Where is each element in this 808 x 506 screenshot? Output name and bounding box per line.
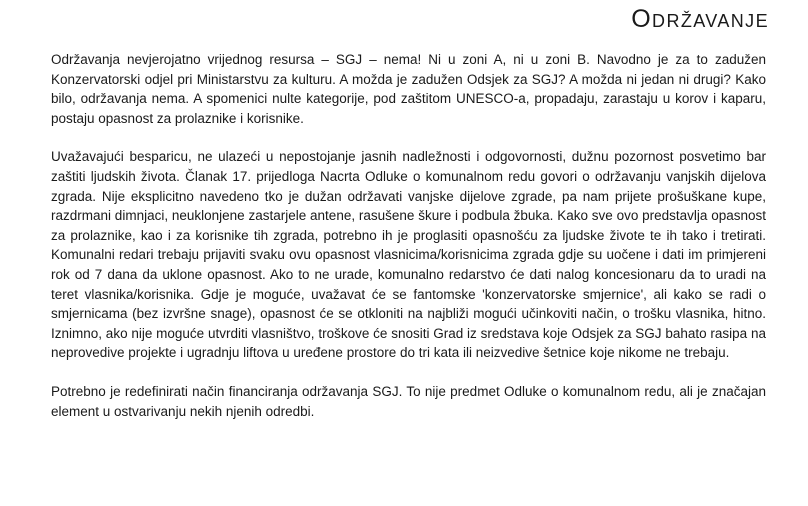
page-title: Održavanje — [631, 5, 769, 33]
paragraph-maintenance-missing: Održavanja nevjerojatno vrijednog resursa – SGJ – nema! Ni u zoni A, ni u zoni B. Navodno je za to zadužen Konzervatorski odjel pri Ministarstvu za kulturu. A možda je zadužen Odsjek za SGJ? A možda ni jedan ni drugi? Kako bilo, održavanja nema. A spomenici nulte kategorije, pod zaštitom UNESCO-a, propadaju, zarastaju u korov i kaparu, postaju opasnost za prolaznike i korisnike. — [51, 52, 766, 126]
paragraph-building-safety: Uvažavajući besparicu, ne ulazeći u nepostojanje jasnih nadležnosti i odgovornosti, dužnu pozornost posvetimo bar zaštiti ljudskih života. Članak 17. prijedloga Nacrta Odluke o komunalnom redu govori o održavanju vanjskih dijelova zgrada. Nije eksplicitno navedeno tko je dužan održavati vanjske dijelove zgrade, pa nam prijete prošuškane kupe, razdrmani dimnjaci, neuklonjene zastarjele antene, rasušene škure i podbula žbuka. Kako sve ovo predstavlja opasnost za prolaznike, kao i za korisnike tih zgrada, potrebno ih je proglasiti opasnošću za ljudske živote te ih tako i tretirati. Komunalni redari trebaju prijaviti svaku ovu opasnost vlasnicima/korisnicima zgrada gdje su uočene i dati im primjereni rok od 7 dana da uklone opasnost. Ako to ne urade, komunalno redarstvo će dati nalog koncesionaru da to uradi na teret vlasnika/korisnika. Gdje je moguće, uvažavat će se fantomske 'konzervatorske smjernice', ali kako se radi o smjernicama (bez izvršne snage), opasnost će se otkloniti na najbliži mogući učinkoviti način, o trošku vlasnika, hitno. Iznimno, ako nije moguće utvrditi vlasništvo, troškove će snositi Grad iz sredstava koje Odsjek za SGJ bahato rasipa na neprovedive projekte i ugradnju liftova u uređene prostore do tri kata ili neizvedive šetnice koje nikome ne trebaju. — [51, 149, 766, 361]
document-body — [51, 50, 766, 421]
paragraph-financing: Potrebno je redefinirati način financiranja održavanja SGJ. To nije predmet Odluke o komunalnom redu, ali je značajan element u ostvarivanju nekih njenih odredbi. — [51, 383, 766, 419]
